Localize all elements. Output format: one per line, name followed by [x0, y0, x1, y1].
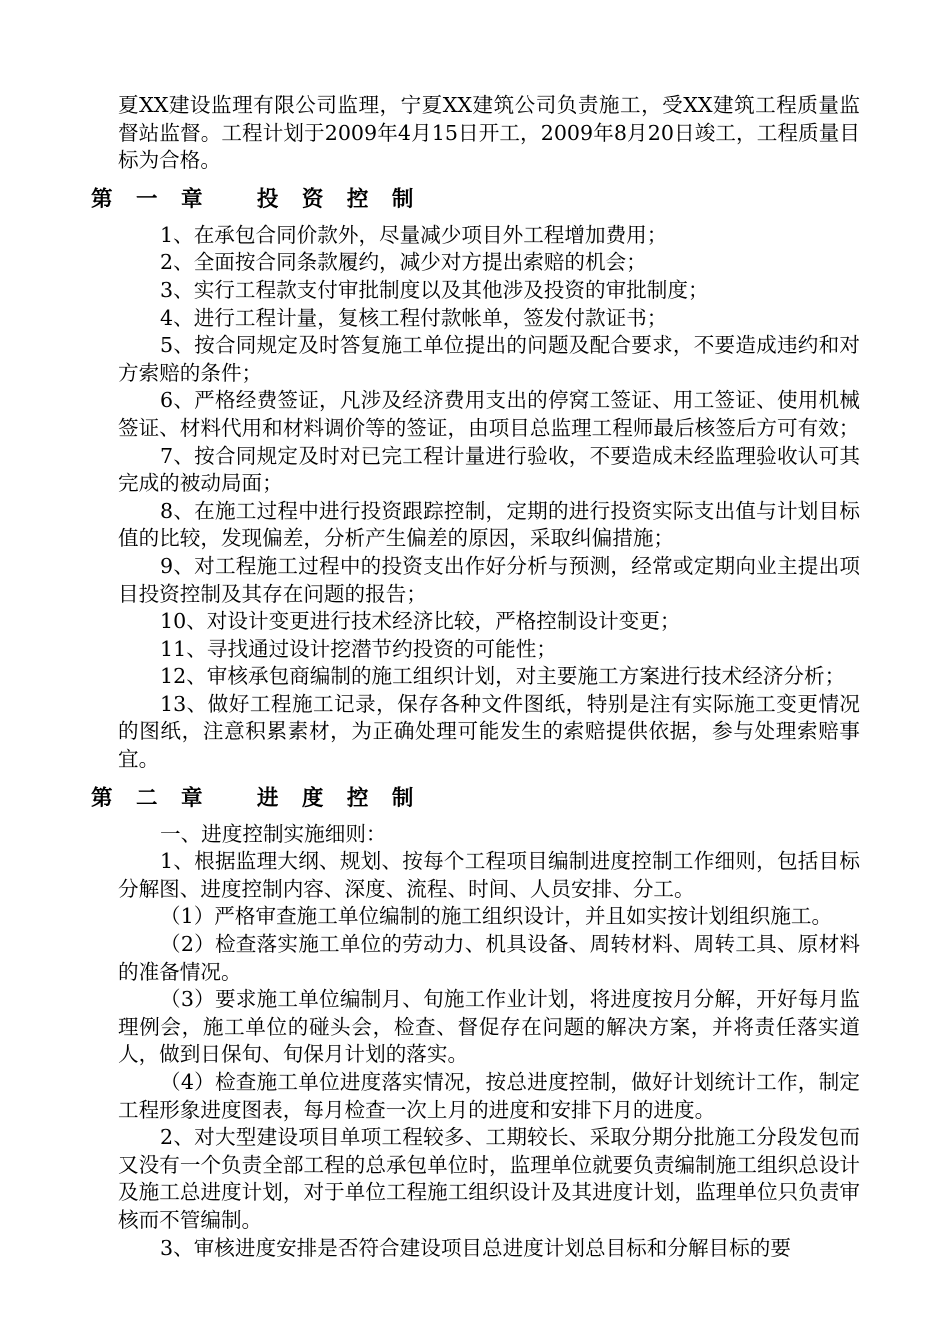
schedule-subitem-3: （3）要求施工单位编制月、旬施工作业计划，将进度按月分解，开好每月监理例会，施工单位的碰头会，检查、督促存在问题的解决方案，并将责任落实道人，做到日保旬、旬保月计划的落实。: [118, 987, 860, 1067]
chapter-1-title: 第 一 章 投 资 控 制: [91, 186, 422, 212]
investment-item-11: 11、寻找通过设计挖潜节约投资的可能性；: [160, 636, 557, 661]
document-body: [91, 92, 860, 1262]
schedule-subitem-4: （4）检查施工单位进度落实情况，按总进度控制，做好计划统计工作，制定工程形象进度图表，每月检查一次上月的进度和安排下月的进度。: [118, 1070, 860, 1122]
investment-item-13: 13、做好工程施工记录，保存各种文件图纸，特别是注有实际施工变更情况的图纸，注意积累素材，为正确处理可能发生的索赔提供依据，参与处理索赔事宜。: [118, 691, 860, 772]
investment-item-4: 4、进行工程计量，复核工程付款帐单，签发付款证书；: [160, 305, 668, 330]
chapter-2-title: 第 二 章 进 度 控 制: [91, 785, 422, 811]
investment-item-3: 3、实行工程款支付审批制度以及其他涉及投资的审批制度；: [160, 277, 709, 302]
investment-item-2: 2、全面按合同条款履约，减少对方提出索赔的机会；: [160, 250, 647, 275]
investment-item-5: 5、按合同规定及时答复施工单位提出的问题及配合要求，不要造成违约和对方索赔的条件；: [118, 333, 860, 385]
investment-item-8: 8、在施工过程中进行投资跟踪控制，定期的进行投资实际支出值与计划目标值的比较，发现偏差，分析产生偏差的原因，采取纠偏措施；: [118, 498, 860, 551]
schedule-section-heading: 一、进度控制实施细则：: [160, 821, 387, 846]
investment-item-6: 6、严格经费签证，凡涉及经济费用支出的停窝工签证、用工签证、使用机械签证、材料代用和材料调价等的签证，由项目总监理工程师最后核签后方可有效；: [118, 388, 860, 440]
investment-item-10: 10、对设计变更进行技术经济比较，严格控制设计变更；: [160, 609, 681, 634]
schedule-subitem-2: （2）检查落实施工单位的劳动力、机具设备、周转材料、周转工具、原材料的准备情况。: [118, 932, 860, 984]
schedule-item-1: 1、根据监理大纲、规划、按每个工程项目编制进度控制工作细则，包括目标分解图、进度控制内容、深度、流程、时间、人员安排、分工。: [118, 849, 860, 901]
investment-item-7: 7、按合同规定及时对已完工程计量进行验收，不要造成未经监理验收认可其完成的被动局面；: [118, 443, 860, 496]
schedule-subitem-1: （1）严格审查施工单位编制的施工组织设计，并且如实按计划组织施工。: [160, 904, 833, 929]
investment-item-9: 9、对工程施工过程中的投资支出作好分析与预测，经常或定期向业主提出项目投资控制及其存在问题的报告；: [118, 553, 860, 606]
schedule-item-3: 3、审核进度安排是否符合建设项目总进度计划总目标和分解目标的要: [160, 1235, 791, 1260]
investment-item-1: 1、在承包合同价款外，尽量减少项目外工程增加费用；: [160, 222, 668, 247]
investment-item-12: 12、审核承包商编制的施工组织计划，对主要施工方案进行技术经济分析；: [160, 664, 846, 689]
intro-paragraph: 夏XX建设监理有限公司监理，宁夏XX建筑公司负责施工，受XX建筑工程质量监督站监督。工程计划于2009年4月15日开工，2009年8月20日竣工，工程质量目标为合格。: [118, 93, 860, 173]
schedule-item-2: 2、对大型建设项目单项工程较多、工期较长、采取分期分批施工分段发包而又没有一个负责全部工程的总承包单位时，监理单位就要负责编制施工组织总设计及施工总进度计划，对于单位工程施工组织设计及其进度计划，监理单位只负责审核而不管编制。: [118, 1125, 860, 1232]
